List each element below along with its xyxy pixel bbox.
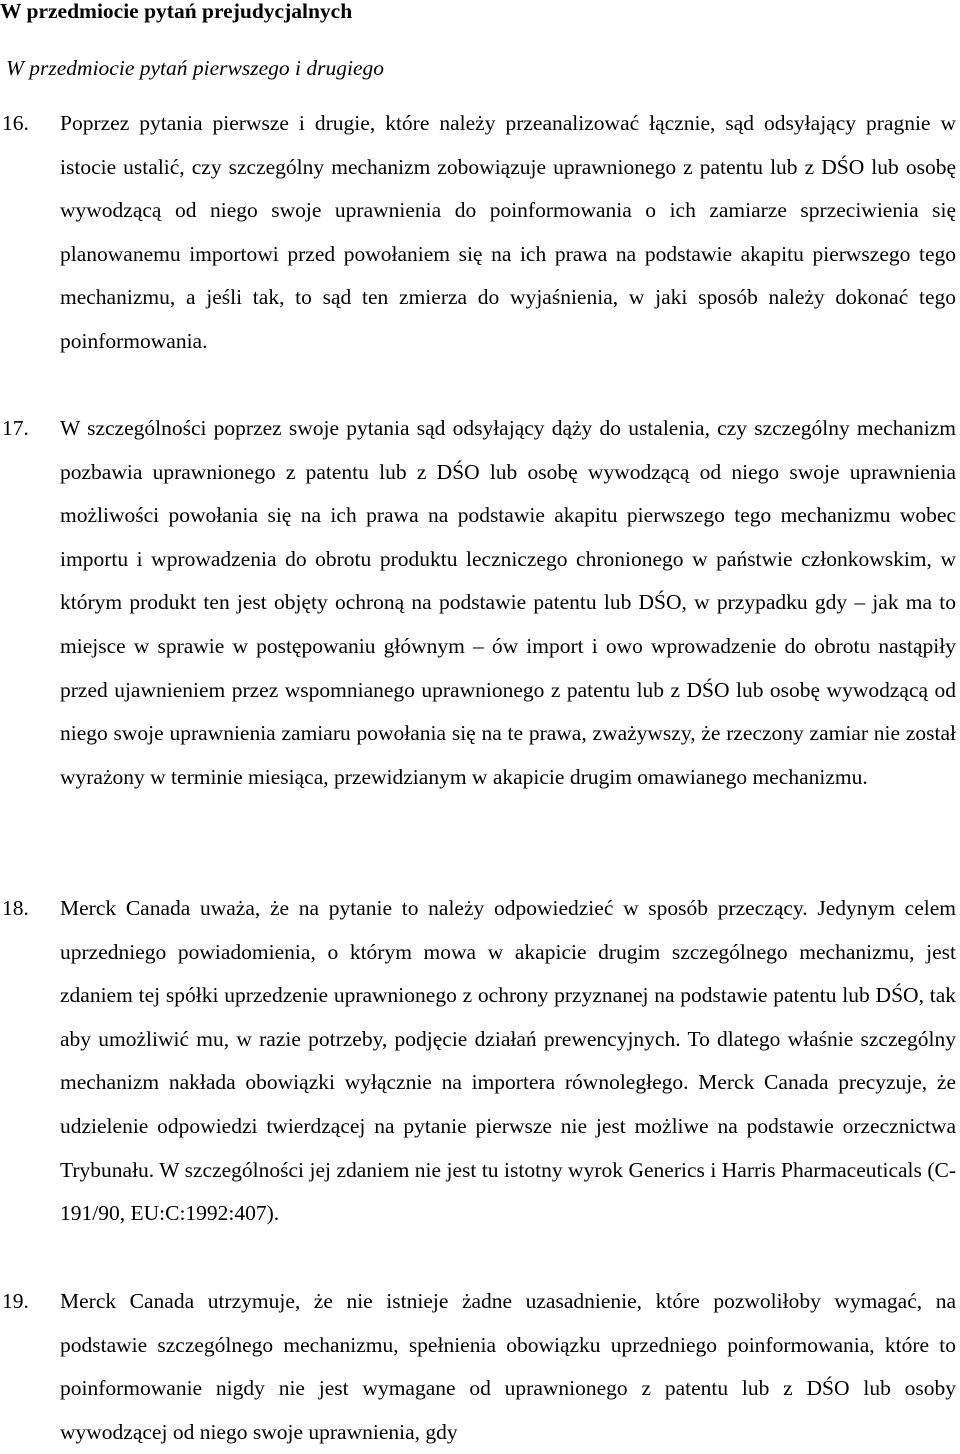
- paragraph-text: Poprzez pytania pierwsze i drugie, które należy przeanalizować łącznie, sąd odsyłający pragnie w istocie ustalić, czy szczególny mechanizm zobowiązuje uprawnionego z patentu lub z DŚO lub osobę wywodzącą od niego swoje uprawnienia do poinformowania o ich zamiarze sprzeciwienia się planowanemu importowi przed powołaniem się na ich prawa na podstawie akapitu pierwszego tego mechanizmu, a jeśli tak, to sąd ten zmierza do wyjaśnienia, w jaki sposób należy dokonać tego poinformowania.: [60, 111, 956, 353]
- paragraph-text: Merck Canada utrzymuje, że nie istnieje żadne uzasadnienie, które pozwoliłoby wymagać, na podstawie szczególnego mechanizmu, spełnienia obowiązku uprzedniego poinformowania, które to poinformowanie nigdy nie jest wymagane od uprawnionego z patentu lub z DŚO lub osoby wywodzącej od niego swoje uprawnienia, gdy: [60, 1289, 956, 1444]
- paragraph-number: 16.: [2, 111, 29, 135]
- paragraph-number: 19.: [2, 1289, 29, 1313]
- paragraph-text: W szczególności poprzez swoje pytania sąd odsyłający dąży do ustalenia, czy szczególny mechanizm pozbawia uprawnionego z patentu lub z DŚO lub osobę wywodzącą od niego swoje uprawnienia możliwości powołania się na ich prawa na podstawie akapitu pierwszego tego mechanizmu wobec importu i wprowadzenia do obrotu produktu leczniczego chronionego w państwie członkowskim, w którym produkt ten jest objęty ochroną na podstawie patentu lub DŚO, w przypadku gdy – jak ma to miejsce w sprawie w postępowaniu głównym – ów import i owo wprowadzenie do obrotu nastąpiły przed ujawnieniem przez wspomnianego uprawnionego z patentu lub z DŚO lub osobę wywodzącą od niego swoje uprawnienia zamiaru powołania się na te prawa, zważywszy, że rzeczony zamiar nie został wyrażony w terminie miesiąca, przewidzianym w akapicie drugim omawianego mechanizmu.: [60, 416, 956, 789]
- paragraph-number: 18.: [2, 896, 29, 920]
- paragraph-text: Merck Canada uważa, że na pytanie to należy odpowiedzieć w sposób przeczący. Jedynym celem uprzedniego powiadomienia, o którym mowa w akapicie drugim szczególnego mechanizmu, jest zdaniem tej spółki uprzedzenie uprawnionego z ochrony przyznanej na podstawie patentu lub DŚO, tak aby umożliwić mu, w razie potrzeby, podjęcie działań prewencyjnych. To dlatego właśnie szczególny mechanizm nakłada obowiązki wyłącznie na importera równoległego. Merck Canada precyzuje, że udzielenie odpowiedzi twierdzącej na pytanie pierwsze nie jest możliwe na podstawie orzecznictwa Trybunału. W szczególności jej zdaniem nie jest tu istotny wyrok Generics i Harris Pharmaceuticals (C-191/90, EU:C:1992:407).: [60, 896, 956, 1226]
- subsection-heading: W przedmiocie pytań pierwszego i drugiego: [6, 56, 384, 80]
- section-heading: W przedmiocie pytań prejudycjalnych: [0, 0, 353, 23]
- paragraph-number: 17.: [2, 416, 29, 440]
